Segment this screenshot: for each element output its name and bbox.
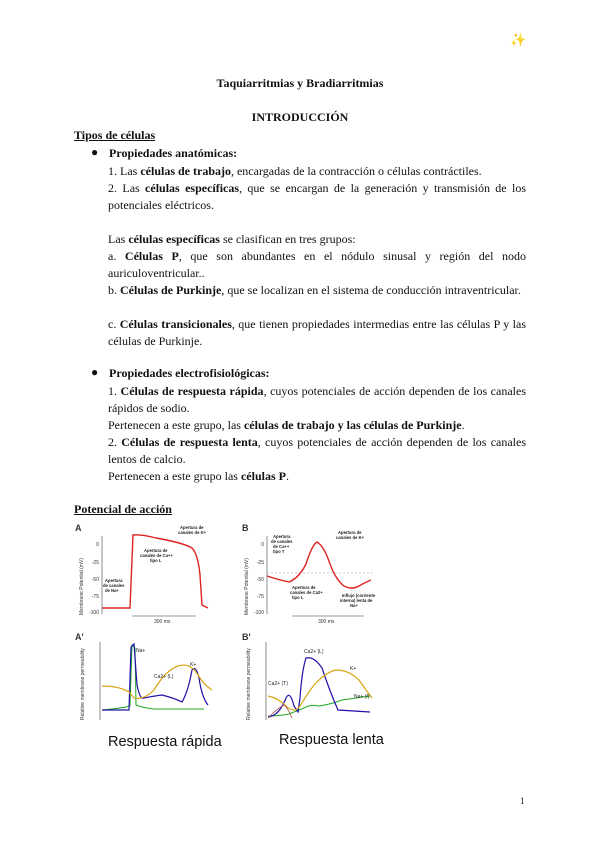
caption-respuesta-rapida: Respuesta rápida bbox=[108, 734, 222, 750]
b-ann-na: Na+ bbox=[350, 603, 358, 608]
tick-75: -75 bbox=[256, 594, 264, 600]
panel-b2-label: B' bbox=[242, 632, 251, 642]
panel-a-annotations bbox=[103, 525, 207, 593]
tick-75: -75 bbox=[91, 594, 99, 600]
panel-a-ticks bbox=[89, 542, 99, 616]
panel-a-scale-label: 300 ms bbox=[154, 619, 171, 625]
paragraph-respuesta-lenta: 2. Células de respuesta lenta, cuyos potenciales de acción dependen de los canales lentos de calcio. bbox=[108, 435, 526, 467]
a-ann-ca: canales de Ca++ bbox=[140, 553, 173, 558]
b-ann-na: Influjo (corriente bbox=[342, 593, 376, 598]
b-ann-k: canales de K+ bbox=[336, 535, 365, 540]
fast-na-permeability bbox=[102, 645, 204, 710]
a-ann-k: canales de K+ bbox=[178, 530, 207, 535]
section-tipos-celulas: Tipos de células bbox=[74, 128, 156, 142]
panel-b-annotations bbox=[271, 530, 376, 608]
bullet-dot-icon: ● bbox=[91, 365, 99, 379]
panel-a2-label: A' bbox=[75, 632, 84, 642]
slow-k-permeability bbox=[268, 670, 372, 710]
b-ann-na: interna) lenta de bbox=[340, 598, 373, 603]
paragraph-respuesta-rapida: 1. Células de respuesta rápida, cuyos potenciales de acción dependen de los canales rápidos de sodio. bbox=[108, 384, 526, 416]
panel-a-label: A bbox=[75, 523, 82, 533]
label-k: K+ bbox=[190, 662, 197, 668]
label-ca-l: Ca2+ (L) bbox=[304, 649, 324, 655]
intro-heading: INTRODUCCIÓN bbox=[251, 110, 349, 124]
paragraph-especificas: 2. Las células específicas, que se encargan de la generación y transmisión de los potenciales eléctricos. bbox=[108, 181, 526, 213]
label-na: Na+ bbox=[136, 648, 146, 654]
b-ann-cal: tipo L bbox=[292, 595, 304, 600]
paragraph-lenta-grupo: Pertenecen a este grupo las células P. bbox=[108, 469, 289, 483]
b-ann-cal: Apertura de bbox=[292, 585, 316, 590]
tick-50: -50 bbox=[91, 577, 99, 583]
a-ann-na: de Na+ bbox=[105, 588, 119, 593]
label-ca-l: Ca2+ (L) bbox=[154, 674, 174, 680]
action-potential-figure bbox=[74, 520, 394, 730]
paragraph-purkinje: b. Células de Purkinje, que se localizan en el sistema de conducción intraventricular. bbox=[108, 283, 521, 297]
panel-b2-ylabel: Relative membrane permeability bbox=[246, 648, 252, 720]
caption-respuesta-lenta: Respuesta lenta bbox=[279, 732, 384, 748]
b-ann-cat: Apertura bbox=[273, 534, 291, 539]
a-ann-ca: Apertura de bbox=[144, 548, 168, 553]
fast-action-potential-curve bbox=[102, 535, 208, 608]
paragraph-grupos: Las células específicas se clasifican en tres grupos: bbox=[108, 232, 356, 246]
tick-100: -100 bbox=[88, 610, 99, 616]
panel-b-ylabel: Membrane Potential (mV) bbox=[244, 558, 250, 615]
bullet-dot-icon: ● bbox=[91, 145, 99, 159]
b-ann-k: Apertura de bbox=[338, 530, 362, 535]
bullet-heading: Propiedades electrofisiológicas: bbox=[109, 366, 270, 380]
a-ann-k: Apertura de bbox=[180, 525, 204, 530]
tick-25: -25 bbox=[256, 560, 264, 566]
section-potencial-accion: Potencial de acción bbox=[74, 502, 172, 516]
panel-a-ylabel: Membrane Potential (mV) bbox=[79, 558, 85, 615]
bullet-heading: Propiedades anatómicas: bbox=[109, 146, 238, 160]
tick-0: 0 bbox=[96, 542, 99, 548]
label-ca-t: Ca2+ (T) bbox=[268, 681, 288, 687]
paragraph-celulas-p: a. Células P, que son abundantes en el nódulo sinusal y región del nodo auriculoventricular.. bbox=[108, 249, 527, 281]
paragraph-trabajo: 1. Las células de trabajo, encargadas de la contracción o células contráctiles. bbox=[108, 164, 482, 178]
tick-0: 0 bbox=[261, 542, 264, 548]
panel-b2-ion-labels bbox=[268, 649, 370, 700]
a-ann-na: de canales bbox=[103, 583, 125, 588]
sparkle-icon: ✨ bbox=[510, 33, 527, 48]
tick-100: -100 bbox=[253, 610, 264, 616]
b-ann-cat: de canales bbox=[271, 539, 293, 544]
b-ann-cal: canales de Ca2+ bbox=[290, 590, 323, 595]
page-number: 1 bbox=[520, 796, 525, 806]
panel-b-scale-label: 300 ms bbox=[318, 619, 335, 625]
tick-25: -25 bbox=[91, 560, 99, 566]
label-k: K+ bbox=[350, 666, 357, 672]
paragraph-rapida-grupo: Pertenecen a este grupo, las células de trabajo y las células de Purkinje. bbox=[108, 418, 465, 432]
panel-a2-ion-labels bbox=[136, 648, 196, 680]
paragraph-transicionales: c. Células transicionales, que tienen propiedades intermedias entre las células P y las células de Purkinje. bbox=[108, 317, 527, 349]
panel-b-ticks bbox=[254, 542, 264, 616]
panel-a2-ylabel: Relative membrane permeability bbox=[80, 648, 86, 720]
panel-b-label: B bbox=[242, 523, 249, 533]
a-ann-na: Apertura bbox=[105, 578, 123, 583]
label-na-f: Na+ (f) bbox=[354, 694, 370, 700]
b-ann-cat: tipo T bbox=[273, 549, 285, 554]
b-ann-cat: de Ca++ bbox=[273, 544, 290, 549]
tick-50: -50 bbox=[256, 577, 264, 583]
a-ann-ca: tipo L bbox=[150, 558, 162, 563]
document-title: Taquiarritmias y Bradiarritmias bbox=[216, 76, 384, 90]
